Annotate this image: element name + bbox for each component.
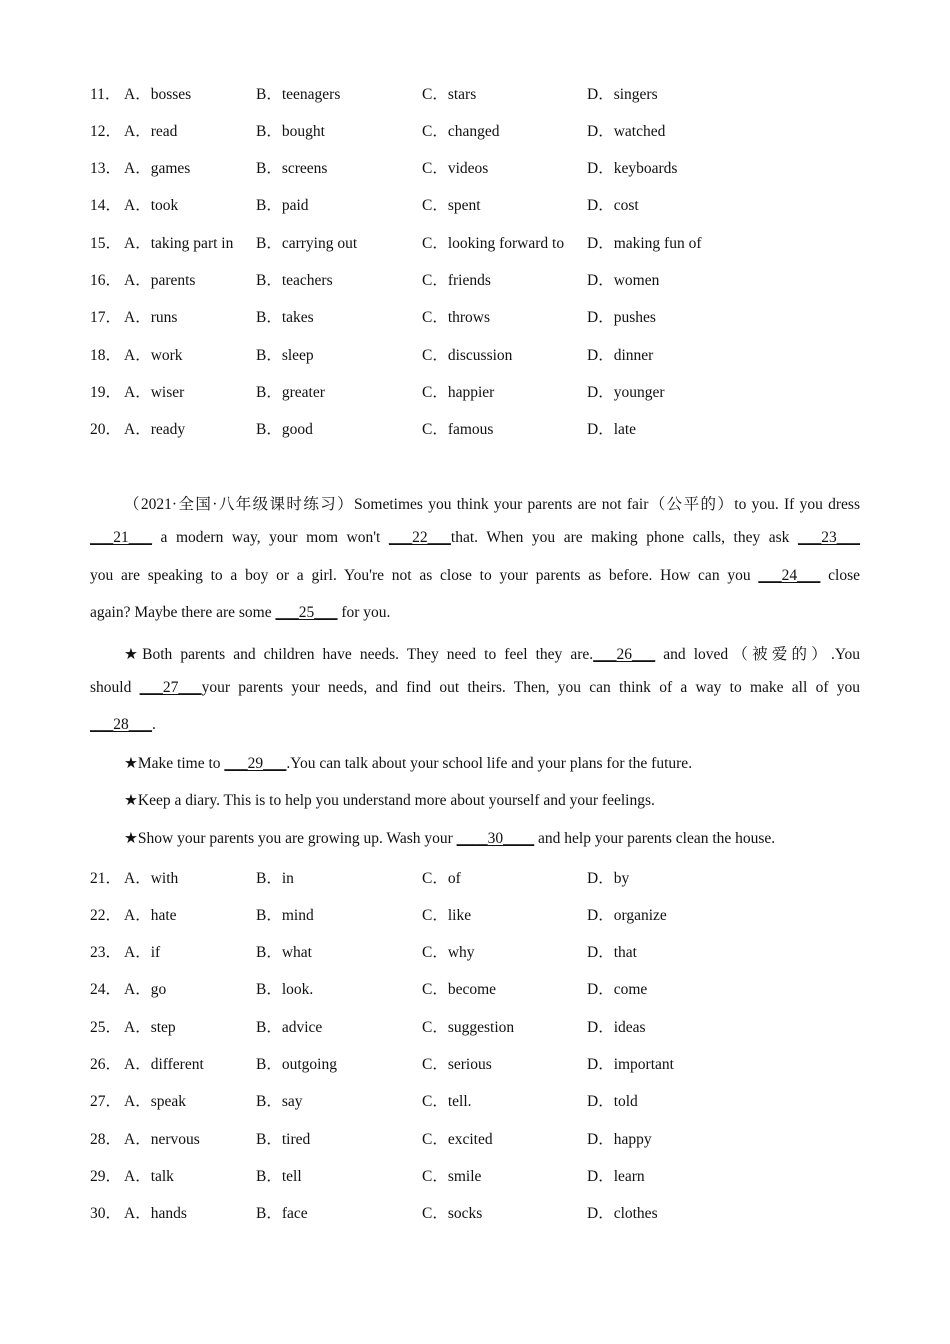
- question-row: [90, 1127, 890, 1149]
- option-b: B．sleep: [256, 347, 314, 364]
- question-number: 13．: [90, 160, 122, 177]
- option-b: B．bought: [256, 123, 325, 140]
- question-row: [90, 156, 890, 178]
- option-c: C．tell.: [422, 1093, 472, 1110]
- blank-25: ___25___: [275, 604, 338, 621]
- option-a: A．read: [124, 123, 178, 140]
- option-c: C．stars: [422, 86, 477, 103]
- passage-text: and loved（被爱的）.You: [655, 646, 860, 663]
- question-number: 18．: [90, 347, 122, 364]
- option-a: A．work: [124, 347, 183, 364]
- question-row: [90, 1201, 890, 1223]
- question-number: 22．: [90, 907, 122, 924]
- question-row: [90, 343, 890, 365]
- option-d: D．keyboards: [587, 160, 678, 177]
- question-row: [90, 193, 890, 215]
- option-b: B．mind: [256, 907, 314, 924]
- question-row: [90, 380, 890, 402]
- question-number: 28．: [90, 1131, 122, 1148]
- option-b: B．teenagers: [256, 86, 341, 103]
- option-c: C．why: [422, 944, 475, 961]
- option-a: A．taking part in: [124, 235, 234, 252]
- passage-line: [90, 679, 860, 703]
- option-d: D．cost: [587, 197, 639, 214]
- passage-text: you are speaking to a boy or a girl. You're not as close to your parents as before. How can you: [90, 567, 759, 584]
- option-b: B．greater: [256, 384, 325, 401]
- option-a: A．with: [124, 870, 179, 887]
- question-row: [90, 1164, 890, 1186]
- passage-line: [90, 529, 860, 553]
- option-a: A．talk: [124, 1168, 174, 1185]
- option-d: D．dinner: [587, 347, 654, 364]
- option-b: B．outgoing: [256, 1056, 337, 1073]
- passage-line: [90, 567, 860, 591]
- option-b: B．what: [256, 944, 312, 961]
- option-a: A．ready: [124, 421, 186, 438]
- passage-line: [124, 642, 860, 666]
- option-b: B．good: [256, 421, 313, 438]
- question-number: 21．: [90, 870, 122, 887]
- option-d: D．women: [587, 272, 660, 289]
- option-c: C．serious: [422, 1056, 492, 1073]
- option-d: D．that: [587, 944, 637, 961]
- passage-text: a modern way, your mom won't: [152, 529, 389, 546]
- passage-line: [124, 492, 860, 516]
- question-row: [90, 231, 890, 253]
- passage-text: .You can talk about your school life and your plans for the future.: [286, 755, 693, 772]
- question-row: [90, 417, 890, 439]
- option-a: A．games: [124, 160, 191, 177]
- blank-24: ___24___: [758, 567, 821, 584]
- blank-30: ____30____: [456, 830, 535, 847]
- passage-text: ★Make time to: [124, 755, 225, 772]
- question-number: 24．: [90, 981, 122, 998]
- option-c: C．like: [422, 907, 472, 924]
- option-b: B．paid: [256, 197, 309, 214]
- option-d: D．making fun of: [587, 235, 702, 252]
- passage-line: [90, 604, 860, 628]
- option-c: C．friends: [422, 272, 491, 289]
- option-d: D．watched: [587, 123, 666, 140]
- option-d: D．told: [587, 1093, 638, 1110]
- question-row: [90, 1089, 890, 1111]
- question-row: [90, 268, 890, 290]
- option-c: C．looking forward to: [422, 235, 565, 252]
- passage-text: should: [90, 679, 140, 696]
- option-c: C．happier: [422, 384, 495, 401]
- option-b: B．say: [256, 1093, 303, 1110]
- passage-line: [124, 829, 860, 853]
- blank-22: ___22___: [388, 529, 451, 546]
- option-a: A．if: [124, 944, 161, 961]
- option-a: A．speak: [124, 1093, 186, 1110]
- passage-text: ★Show your parents you are growing up. Wash your: [124, 830, 457, 847]
- blank-26: ___26___: [593, 646, 656, 663]
- option-c: C．throws: [422, 309, 491, 326]
- option-c: C．discussion: [422, 347, 513, 364]
- option-c: C．smile: [422, 1168, 482, 1185]
- question-number: 19．: [90, 384, 122, 401]
- question-row: [90, 977, 890, 999]
- question-number: 17．: [90, 309, 122, 326]
- option-b: B．tired: [256, 1131, 311, 1148]
- option-d: D．singers: [587, 86, 658, 103]
- option-d: D．happy: [587, 1131, 652, 1148]
- passage-text: your parents your needs, and find out theirs. Then, you can think of a way to make all of you: [201, 679, 861, 696]
- question-number: 12．: [90, 123, 122, 140]
- blank-21: ___21___: [90, 529, 152, 546]
- option-c: C．socks: [422, 1205, 483, 1222]
- option-d: D．pushes: [587, 309, 656, 326]
- passage-line: [124, 791, 860, 815]
- question-number: 29．: [90, 1168, 122, 1185]
- question-number: 15．: [90, 235, 122, 252]
- blank-29: ___29___: [224, 755, 287, 772]
- option-c: C．become: [422, 981, 497, 998]
- question-row: [90, 903, 890, 925]
- passage-text: .: [152, 716, 156, 733]
- option-c: C．of: [422, 870, 461, 887]
- option-b: B．advice: [256, 1019, 323, 1036]
- option-a: A．go: [124, 981, 167, 998]
- option-c: C．excited: [422, 1131, 493, 1148]
- passage-text: ★Both parents and children have needs. They need to feel they are.: [124, 646, 594, 663]
- question-number: 20．: [90, 421, 122, 438]
- question-number: 16．: [90, 272, 122, 289]
- question-row: [90, 82, 890, 104]
- option-d: D．organize: [587, 907, 667, 924]
- option-d: D．come: [587, 981, 648, 998]
- option-d: D．important: [587, 1056, 674, 1073]
- option-c: C．videos: [422, 160, 489, 177]
- option-d: D．ideas: [587, 1019, 646, 1036]
- question-number: 11．: [90, 86, 121, 103]
- passage-line: [124, 754, 860, 778]
- blank-27: ___27___: [139, 679, 202, 696]
- option-c: C．famous: [422, 421, 494, 438]
- blank-23: ___23___: [797, 529, 860, 546]
- question-number: 25．: [90, 1019, 122, 1036]
- option-a: A．hate: [124, 907, 177, 924]
- passage-text: for you.: [337, 604, 391, 621]
- option-a: A．step: [124, 1019, 176, 1036]
- option-a: A．parents: [124, 272, 196, 289]
- passage-text: close: [820, 567, 860, 584]
- option-b: B．face: [256, 1205, 308, 1222]
- passage-text: （2021·全国·八年级课时练习）Sometimes you think your parents are not fair（公平的）to you. If you dress: [124, 496, 860, 513]
- question-row: [90, 305, 890, 327]
- option-a: A．different: [124, 1056, 204, 1073]
- option-b: B．in: [256, 870, 294, 887]
- option-c: C．suggestion: [422, 1019, 515, 1036]
- passage-text: again? Maybe there are some: [90, 604, 276, 621]
- question-number: 27．: [90, 1093, 122, 1110]
- option-a: A．nervous: [124, 1131, 200, 1148]
- option-b: B．look.: [256, 981, 314, 998]
- option-c: C．spent: [422, 197, 481, 214]
- option-b: B．screens: [256, 160, 328, 177]
- option-d: D．clothes: [587, 1205, 658, 1222]
- option-a: A．hands: [124, 1205, 187, 1222]
- blank-28: ___28___: [90, 716, 152, 733]
- passage-line: [90, 716, 860, 740]
- question-row: [90, 1052, 890, 1074]
- option-c: C．changed: [422, 123, 500, 140]
- question-number: 14．: [90, 197, 122, 214]
- question-number: 30．: [90, 1205, 122, 1222]
- passage-text: that. When you are making phone calls, they ask: [450, 529, 798, 546]
- question-row: [90, 940, 890, 962]
- option-d: D．younger: [587, 384, 665, 401]
- option-b: B．tell: [256, 1168, 302, 1185]
- option-d: D．late: [587, 421, 637, 438]
- option-d: D．by: [587, 870, 630, 887]
- option-b: B．carrying out: [256, 235, 358, 252]
- question-row: [90, 1015, 890, 1037]
- question-row: [90, 866, 890, 888]
- option-a: A．took: [124, 197, 179, 214]
- option-b: B．teachers: [256, 272, 333, 289]
- passage-text: and help your parents clean the house.: [534, 830, 776, 847]
- question-row: [90, 119, 890, 141]
- option-a: A．runs: [124, 309, 178, 326]
- option-a: A．wiser: [124, 384, 185, 401]
- option-b: B．takes: [256, 309, 314, 326]
- passage-text: ★Keep a diary. This is to help you understand more about yourself and your feelings.: [124, 792, 655, 809]
- option-d: D．learn: [587, 1168, 645, 1185]
- question-number: 26．: [90, 1056, 122, 1073]
- question-number: 23．: [90, 944, 122, 961]
- option-a: A．bosses: [124, 86, 192, 103]
